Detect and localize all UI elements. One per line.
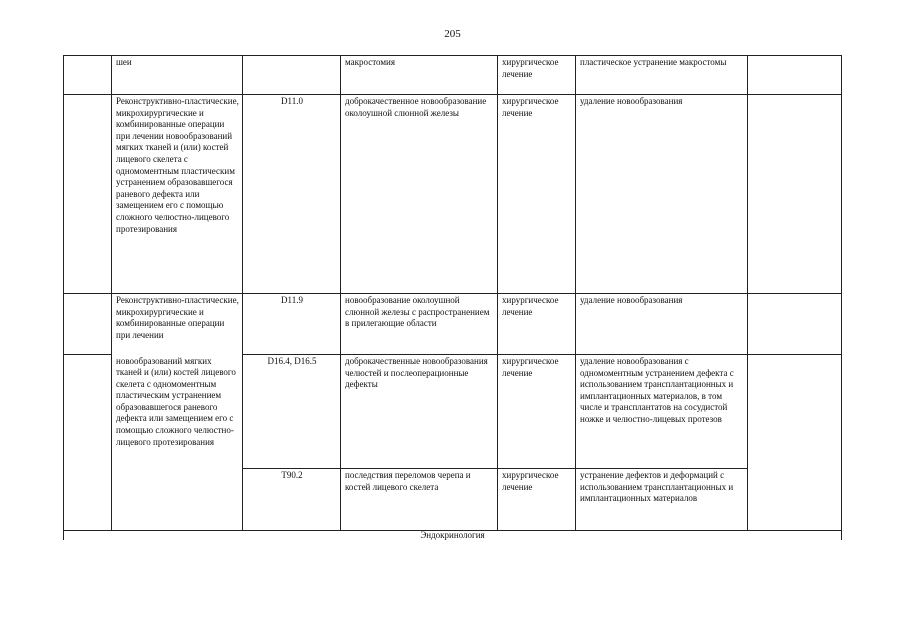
cell-care-name: Реконструктивно-пластические, микрохирургические и комбинированные операции при лечении: [112, 294, 243, 355]
table-row: [64, 56, 842, 95]
cell-patient-model: последствия переломов черепа и костей лицевого скелета: [341, 469, 498, 531]
cell-treatment-method: удаление новообразования: [576, 294, 748, 355]
cell-care-name-continued: новообразований мягких тканей и (или) костей лицевого скелета с одномоментным пластическим устранением образовавшегося раневого дефекта или замещением его с помощью сложного челюстно-лицевого протезирования: [112, 355, 243, 531]
cell-treatment-method: удаление новообразования: [576, 95, 748, 294]
cell-patient-model: новообразование околоушной слюнной железы с распространением в прилегающие области: [341, 294, 498, 355]
cell-treatment-method: устранение дефектов и деформаций с использованием трансплантационных и имплантационных материалов: [576, 469, 748, 531]
cell-norm: [748, 294, 842, 355]
cell-treatment-method: удаление новообразования с одномоментным устранением дефекта с использованием трансплантационных и имплантационных материалов, в том числе и трансплантатов на сосудистой ножке и челюстно-лицевых протезов: [576, 355, 748, 469]
cell-icd-codes: [243, 56, 341, 95]
cell-treatment-type: хирургическое лечение: [498, 294, 576, 355]
cell-icd-codes: D11.0: [243, 95, 341, 294]
cell-number: [64, 56, 112, 95]
table-row: [64, 355, 842, 469]
cell-icd-codes: D11.9: [243, 294, 341, 355]
cell-number: [64, 95, 112, 294]
cell-number: [64, 355, 112, 531]
cell-norm: [748, 95, 842, 294]
page-number: 205: [444, 28, 461, 40]
medical-care-table: [63, 55, 842, 540]
cell-patient-model: макростомия: [341, 56, 498, 95]
table-row: [64, 95, 842, 294]
cell-treatment-method: пластическое устранение макростомы: [576, 56, 748, 95]
cell-patient-model: доброкачественное новообразование околоушной слюнной железы: [341, 95, 498, 294]
section-heading: Эндокринология: [64, 531, 842, 541]
cell-icd-codes: D16.4, D16.5: [243, 355, 341, 469]
cell-number: [64, 294, 112, 355]
cell-icd-codes: T90.2: [243, 469, 341, 531]
cell-treatment-type: хирургическое лечение: [498, 355, 576, 469]
cell-norm: [748, 355, 842, 531]
cell-treatment-type: хирургическое лечение: [498, 469, 576, 531]
cell-patient-model: доброкачественные новообразования челюстей и послеоперационные дефекты: [341, 355, 498, 469]
cell-care-name: Реконструктивно-пластические, микрохирургические и комбинированные операции при лечении новообразований мягких тканей и (или) костей лицевого скелета с одномоментным пластическим устранением образовавшегося раневого дефекта или замещением его с помощью сложного челюстно-лицевого протезирования: [112, 95, 243, 294]
cell-treatment-type: хирургическое лечение: [498, 95, 576, 294]
cell-care-name: шеи: [112, 56, 243, 95]
table-row: [64, 294, 842, 355]
cell-treatment-type: хирургическое лечение: [498, 56, 576, 95]
cell-norm: [748, 56, 842, 95]
section-heading-row: [64, 531, 842, 541]
